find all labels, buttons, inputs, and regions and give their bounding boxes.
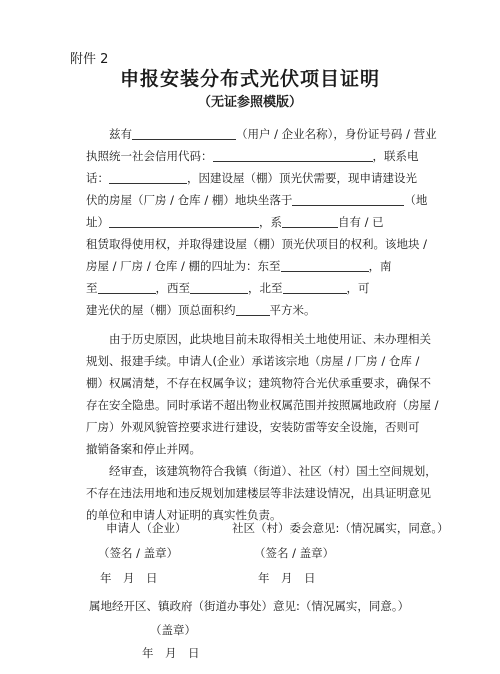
blank-south [98, 279, 156, 294]
blank-north [283, 279, 347, 294]
applicant-label: 申请人（企业） [106, 521, 187, 535]
paragraph-2-line-1 [86, 328, 432, 350]
paragraph-1-line-9 [86, 299, 432, 321]
paragraph-2-line-6: 撤销备案和停止并网。 [86, 442, 201, 456]
community-date: 年 月 日 [258, 571, 316, 585]
blank-credit-code [213, 147, 373, 162]
text: 兹有 [109, 127, 132, 141]
text: （地 [404, 193, 428, 207]
paragraph-1-line-6: 租赁取得使用权，并取得建设屋（棚）顶光伏项目的权利。该地块 / [86, 237, 428, 251]
paragraph-2-line-2: 规划、报建手续。申请人(企业）承诺该宗地（房屋 / 厂房 / 仓库 / [86, 354, 420, 368]
text: （用户 / 企业名称），身份证号码 / 营业 [236, 127, 437, 141]
text: ，北至 [248, 281, 283, 295]
blank-owner [282, 213, 338, 228]
paragraph-1-line-7 [86, 255, 432, 277]
paragraph-2-line-3: 棚）权属清楚，不存在权属争议；建筑物符合光伏承重要求，确保不 [86, 376, 431, 390]
paragraph-2-line-4: 存在安全隐患。同时承诺不超出物业权属范围并按照属地政府（房屋 / [86, 398, 439, 412]
paragraph-1-line-1 [86, 123, 437, 145]
text: 自有 / 已 [338, 215, 384, 229]
blank-east [281, 257, 369, 272]
text: 伏的房屋（厂房 / 仓库 / 棚）地块坐落于 [86, 193, 293, 207]
annex-label: 附件 2 [70, 52, 109, 67]
paragraph-1-line-4 [86, 189, 432, 211]
text: 话： [86, 171, 109, 185]
text: ，可 [346, 281, 370, 295]
paragraph-1-line-8 [86, 277, 432, 299]
paragraph-1-line-2 [86, 145, 432, 167]
paragraph-3-line-2: 不存在违法用地和违反规划加建楼层等非法建设情况，出具证明意见 [86, 486, 431, 500]
text: ，南 [368, 259, 392, 273]
text: 址） [86, 215, 109, 229]
document-subtitle: （无证参照模版） [197, 95, 302, 110]
paragraph-2-line-5: 厂房）外观风貌管控要求进行建设，安装防雷等安全设施，否则可 [86, 420, 420, 434]
text: 由于历史原因，此块地目前未取得相关土地使用证、未办理相关 [109, 332, 431, 346]
paragraph-1-line-3 [86, 167, 432, 189]
government-opinion: 属地经开区、镇政府（街道办事处）意见:（情况属实，同意。） [89, 599, 410, 613]
blank-location [292, 191, 404, 206]
paragraph-1-line-5 [86, 211, 432, 233]
text: 平方米。 [269, 303, 316, 317]
blank-address [109, 213, 259, 228]
text: ，西至 [155, 281, 190, 295]
text: 执照统一社会信用代码： [86, 149, 213, 163]
blank-name [132, 125, 236, 140]
blank-phone [109, 169, 187, 184]
blank-area [236, 301, 270, 316]
text: 经审查，该建筑物符合我镇（街道）、社区（村）国土空间规划， [109, 464, 437, 478]
document-title: 申报安装分布式光伏项目证明 [119, 68, 380, 90]
paragraph-3-line-3: 的单位和申请人对证明的真实性负责。 [86, 508, 282, 522]
text: ，系 [259, 215, 282, 229]
text: ，因建设屋（棚）顶光伏需要，现申请建设光 [187, 171, 417, 185]
government-seal: （盖章） [150, 623, 196, 637]
text: 建光伏的屋（棚）顶总面积约 [86, 303, 236, 317]
text: 至 [86, 281, 98, 295]
text: 房屋 / 厂房 / 仓库 / 棚的四址为：东至 [86, 259, 281, 273]
text: ，联系电 [372, 149, 419, 163]
applicant-sign-seal: （签名 / 盖章） [98, 546, 179, 560]
blank-west [190, 279, 248, 294]
paragraph-3-line-1 [86, 460, 437, 482]
community-opinion: 社区（村）委会意见:（情况属实，同意。） [232, 521, 449, 535]
community-sign-seal: （签名 / 盖章） [254, 546, 335, 560]
government-date: 年 月 日 [142, 646, 200, 660]
applicant-date: 年 月 日 [100, 571, 158, 585]
